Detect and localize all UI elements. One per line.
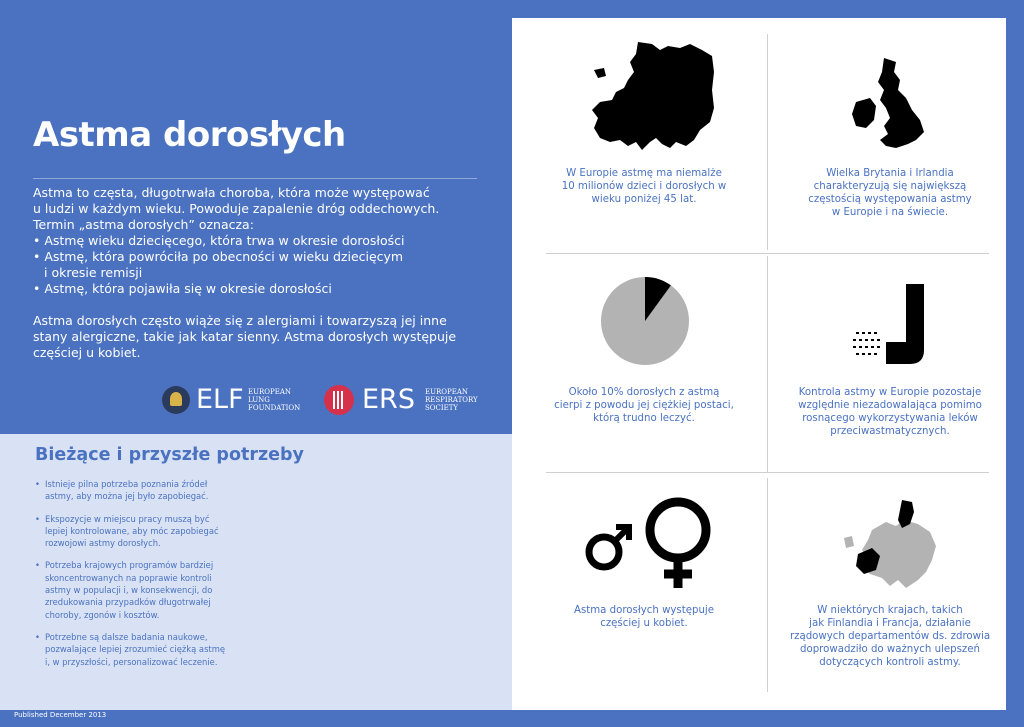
grid-divider (767, 256, 768, 472)
ers-sub-line: RESPIRATORY (425, 396, 478, 404)
needs-item (35, 513, 245, 550)
needs-line: pozwalające lepiej zrozumieć ciężką astmę (45, 644, 226, 655)
elf-sub-line: EUROPEAN (248, 388, 292, 396)
ers-sub-line: SOCIETY (425, 404, 459, 412)
needs-line: rozwojowi astmy dorosłych. (45, 538, 161, 549)
needs-line: lepiej kontrolowane, aby móc zapobiegać (45, 525, 219, 536)
female-symbol-icon (640, 496, 716, 588)
intro-line: częściej u kobiet. (33, 345, 141, 360)
intro-line: u ludzi w każdym wieku. Powoduje zapalenie dróg oddechowych. (33, 201, 440, 216)
caption-line: w Europie i na świecie. (831, 207, 949, 218)
fact-women-caption (546, 604, 742, 630)
needs-line: astmy, aby można jej było zapobiegać. (45, 491, 209, 502)
intro-line: • Astmę, która powróciła po obecności w wieku dziecięcym (33, 249, 404, 264)
intro-paragraph-2 (33, 313, 493, 361)
caption-line: W niektórych krajach, takich (817, 605, 963, 616)
needs-item (35, 559, 245, 620)
caption-line: rosnącego wykorzystywania leków (802, 413, 978, 424)
elf-tree-icon (162, 386, 190, 414)
caption-line: W Europie astmę ma niemalże (566, 168, 722, 179)
needs-line: skoncentrowanych na poprawie kontroli (45, 572, 212, 583)
europe-map-icon (590, 42, 716, 152)
needs-section (0, 434, 512, 710)
caption-line: jak Finlandia i Francja, działanie (809, 618, 971, 629)
footer-text: Published December 2013 (14, 711, 107, 719)
page-title: Astma dorosłych (33, 115, 346, 155)
finland-france-map-icon (842, 498, 942, 590)
caption-line: charakteryzują się największą (813, 181, 967, 192)
elf-sub-line: FOUNDATION (248, 404, 301, 412)
needs-line: • Potrzeba krajowych programów bardziej (45, 560, 214, 571)
caption-line: 10 milionów dzieci i dorosłych w (561, 181, 727, 192)
grid-divider (767, 34, 768, 250)
caption-line: Około 10% dorosłych z astmą (568, 387, 720, 398)
grid-divider (767, 478, 768, 692)
caption-line: Astma dorosłych występuje (573, 605, 715, 616)
caption-line: dotyczących kontroli astmy. (819, 657, 961, 668)
caption-line: Kontrola astmy w Europie pozostaje (798, 387, 982, 398)
title-divider (33, 178, 477, 179)
caption-line: względnie niezadowalająca pomimo (798, 400, 982, 411)
inhaler-icon (850, 284, 930, 366)
intro-line: stany alergiczne, takie jak katar sienny. Astma dorosłych występuje (33, 329, 457, 344)
caption-line: częściej u kobiet. (600, 618, 688, 629)
needs-line: choroby, zgonów i kosztów. (45, 609, 160, 620)
elf-sub-line: LUNG (248, 396, 270, 404)
caption-line: wieku poniżej 45 lat. (591, 194, 697, 205)
ers-lungs-icon (324, 385, 354, 415)
fact-control-caption (792, 386, 988, 438)
caption-line: którą trudno leczyć. (593, 413, 695, 424)
intro-line: Termin „astma dorosłych” oznacza: (33, 217, 254, 232)
partner-logos (162, 384, 492, 418)
ers-sub-line: EUROPEAN (425, 388, 469, 396)
needs-line: astmy w populacji i, w konsekwencji, do (45, 585, 213, 596)
intro-line: Astma dorosłych często wiąże się z alergiami i towarzyszą jej inne (33, 313, 447, 328)
fact-severe-caption (546, 386, 742, 425)
caption-line: Wielka Brytania i Irlandia (826, 168, 954, 179)
male-symbol-icon (584, 522, 634, 572)
needs-item (35, 478, 245, 503)
caption-line: częstością występowania astmy (808, 194, 972, 205)
caption-line: rządowych departamentów ds. zdrowia (789, 631, 991, 642)
intro-line: • Astmę, która pojawiła się w okresie dorosłości (33, 281, 332, 296)
needs-item (35, 631, 245, 668)
pie-chart-icon (600, 276, 690, 366)
needs-line: zredukowania przypadków długotrwałej (45, 597, 211, 608)
fact-uk-caption (792, 167, 988, 219)
caption-line: przeciwastmatycznych. (830, 426, 950, 437)
ers-logo-text: ERS (362, 384, 415, 415)
ers-logo-subtitle (425, 388, 478, 412)
footer-bar (0, 710, 1024, 727)
intro-line: i okresie remisji (44, 265, 143, 280)
needs-line: • Potrzebne są dalsze badania naukowe, (45, 631, 208, 642)
intro-line: Astma to częsta, długotrwała choroba, która może występować (33, 185, 430, 200)
grid-divider (546, 472, 989, 473)
grid-divider (546, 253, 989, 254)
fact-countries-caption (774, 604, 1006, 669)
uk-ireland-map-icon (850, 58, 928, 150)
needs-line: • Ekspozycje w miejscu pracy muszą być (45, 513, 210, 524)
elf-logo-text: ELF (196, 384, 244, 415)
elf-logo-subtitle (248, 388, 300, 412)
needs-title: Bieżące i przyszłe potrzeby (35, 445, 304, 465)
needs-line: i, w przyszłości, personalizować leczenie. (45, 656, 218, 667)
intro-line: • Astmę wieku dziecięcego, która trwa w okresie dorosłości (33, 233, 405, 248)
intro-paragraph (33, 185, 493, 297)
caption-line: cierpi z powodu jej ciężkiej postaci, (554, 400, 734, 411)
needs-line: • Istnieje pilna potrzeba poznania źródeł (45, 479, 208, 489)
needs-list (35, 478, 245, 678)
fact-europe-caption (546, 167, 742, 206)
caption-line: doprowadziło do ważnych ulepszeń (800, 644, 980, 655)
facts-panel (512, 18, 1006, 710)
intro-section (0, 0, 512, 434)
